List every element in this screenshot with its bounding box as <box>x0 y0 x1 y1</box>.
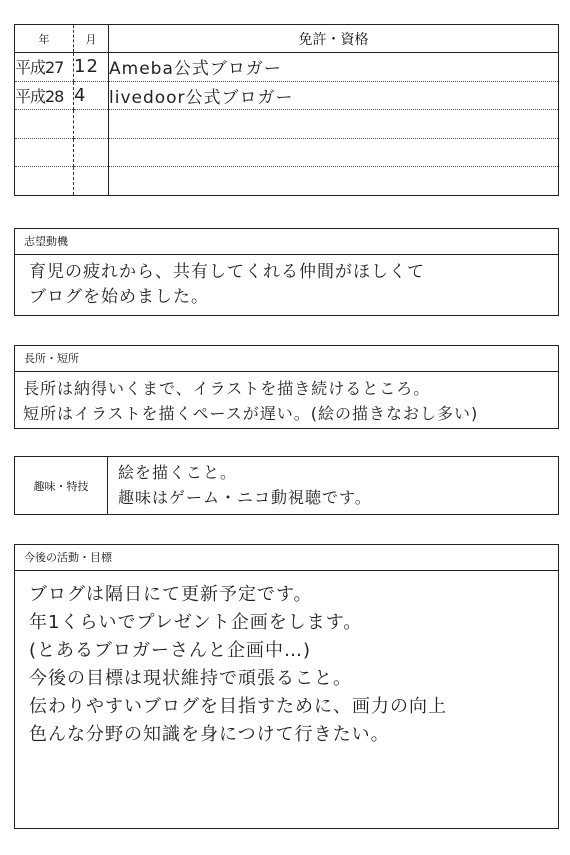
strengths-content <box>15 372 558 426</box>
license-year <box>15 110 74 139</box>
license-month <box>74 138 109 167</box>
goal-line: 今後の目標は現状維持で頑張ること。 <box>29 668 352 689</box>
license-qualification: livedoor公式ブロガー <box>109 81 559 110</box>
goal-line: ブログは隔日にて更新予定です。 <box>29 584 313 605</box>
strengths-section <box>14 345 559 429</box>
goal-line: 色んな分野の知識を身につけて行きたい。 <box>29 724 390 745</box>
goals-content <box>15 571 558 749</box>
license-table-header <box>15 25 558 53</box>
motivation-content <box>15 255 558 310</box>
license-table <box>15 25 558 195</box>
license-year <box>15 138 74 167</box>
license-year: 平成27 <box>15 53 74 82</box>
goals-section <box>14 544 559 829</box>
license-qualification <box>109 167 559 196</box>
motivation-section <box>14 228 559 316</box>
strength-line: 長所は納得いくまで、イラストを描き続けるところ。 <box>23 379 431 398</box>
qualification-header: 免許・資格 <box>109 25 559 53</box>
motivation-label: 志望動機 <box>15 229 558 255</box>
month-header: 月 <box>74 25 109 53</box>
license-year <box>15 167 74 196</box>
motivation-line: 育児の疲れから、共有してくれる仲間がほしくて <box>29 262 425 282</box>
license-row <box>15 81 558 110</box>
license-qualification <box>109 110 559 139</box>
license-year: 平成28 <box>15 81 74 110</box>
license-row <box>15 167 558 196</box>
license-qualification: Ameba公式ブロガー <box>109 53 559 82</box>
motivation-line: ブログを始めました。 <box>29 287 209 307</box>
strengths-label: 長所・短所 <box>15 346 558 372</box>
license-row <box>15 110 558 139</box>
year-header: 年 <box>15 25 74 53</box>
license-row <box>15 138 558 167</box>
license-month <box>74 167 109 196</box>
goal-line: (とあるブロガーさんと企画中…) <box>29 640 312 661</box>
goal-line: 伝わりやすいブログを目指すために、画力の向上 <box>29 696 447 717</box>
license-month: 4 <box>74 81 109 110</box>
hobby-label: 趣味・特技 <box>15 457 108 514</box>
hobby-line: 絵を描くこと。 <box>118 463 238 482</box>
hobby-content <box>108 457 372 514</box>
goals-label: 今後の活動・目標 <box>15 545 558 571</box>
license-month <box>74 110 109 139</box>
license-table-section <box>14 24 559 196</box>
goal-line: 年1くらいでプレゼント企画をします。 <box>29 612 363 633</box>
license-row <box>15 53 558 82</box>
license-month: 12 <box>74 53 109 82</box>
license-qualification <box>109 138 559 167</box>
hobby-line: 趣味はゲーム・ニコ動視聴です。 <box>118 488 372 507</box>
weakness-line: 短所はイラストを描くペースが遅い。(絵の描きなおし多い) <box>23 404 479 423</box>
hobby-section <box>14 456 559 515</box>
